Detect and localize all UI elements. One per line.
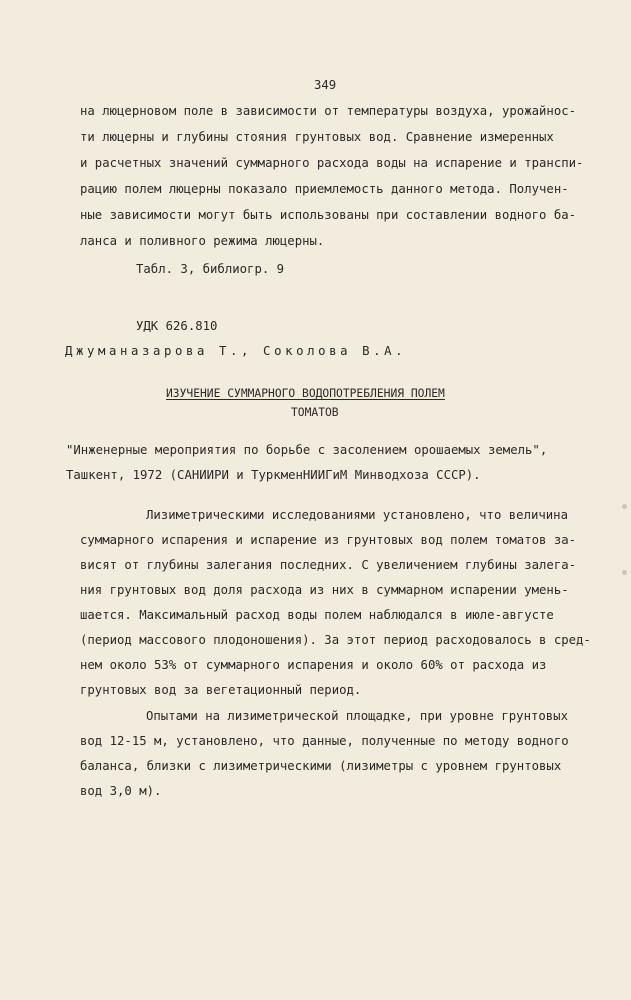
source-line: Ташкент, 1972 (САНИИРИ и ТуркменНИИГиМ Минводхоза СССР). — [66, 468, 481, 482]
abstract-line: ланса и поливного режима люцерны. — [80, 234, 325, 248]
body-line: вод 12-15 м, установлено, что данные, полученные по методу водного — [80, 734, 569, 748]
source-line: "Инженерные мероприятия по борьбе с засолением орошаемых земель", — [66, 443, 548, 457]
body-line: баланса, близки с лизиметрическими (лизиметры с уровнем грунтовых — [80, 759, 562, 773]
page-number: 349 — [314, 78, 337, 92]
body-line: Лизиметрическими исследованиями установлено, что величина — [146, 508, 568, 522]
body-line: Опытами на лизиметрической площадке, при уровне грунтовых — [146, 709, 568, 723]
body-line: (период массового плодоношения). За этот период расходовалось в сред- — [80, 633, 591, 647]
body-line: суммарного испарения и испарение из грунтовых вод полем томатов за- — [80, 533, 577, 547]
abstract-line: ти люцерны и глубины стояния грунтовых вод. Сравнение измеренных — [80, 130, 554, 144]
abstract-line: рацию полем люцерны показало приемлемость данного метода. Получен- — [80, 182, 569, 196]
abstract-line: на люцерновом поле в зависимости от температуры воздуха, урожайнос- — [80, 104, 577, 118]
article-title-line-1: ИЗУЧЕНИЕ СУММАРНОГО ВОДОПОТРЕБЛЕНИЯ ПОЛЕМ — [166, 387, 445, 400]
body-line: висят от глубины залегания последних. С увеличением глубины залега- — [80, 558, 577, 572]
article-title-line-2: ТОМАТОВ — [291, 406, 339, 419]
abstract-line: ные зависимости могут быть использованы при составлении водного ба- — [80, 208, 577, 222]
binding-hole-mark — [622, 504, 627, 509]
body-line: грунтовых вод за вегетационный период. — [80, 683, 362, 697]
authors: Джуманазарова Т., Соколова В.А. — [65, 344, 407, 358]
abstract-line: и расчетных значений суммарного расхода воды на испарение и транспи- — [80, 156, 584, 170]
body-line: ния грунтовых вод доля расхода из них в суммарном испарении умень- — [80, 583, 569, 597]
abstract-footnote: Табл. 3, библиогр. 9 — [136, 262, 285, 276]
body-line: вод 3,0 м). — [80, 784, 162, 798]
body-line: шается. Максимальный расход воды полем наблюдался в июле-августе — [80, 608, 554, 622]
body-line: нем около 53% от суммарного испарения и около 60% от расхода из — [80, 658, 547, 672]
binding-hole-mark — [622, 570, 627, 575]
udc-code: УДК 626.810 — [136, 319, 218, 333]
